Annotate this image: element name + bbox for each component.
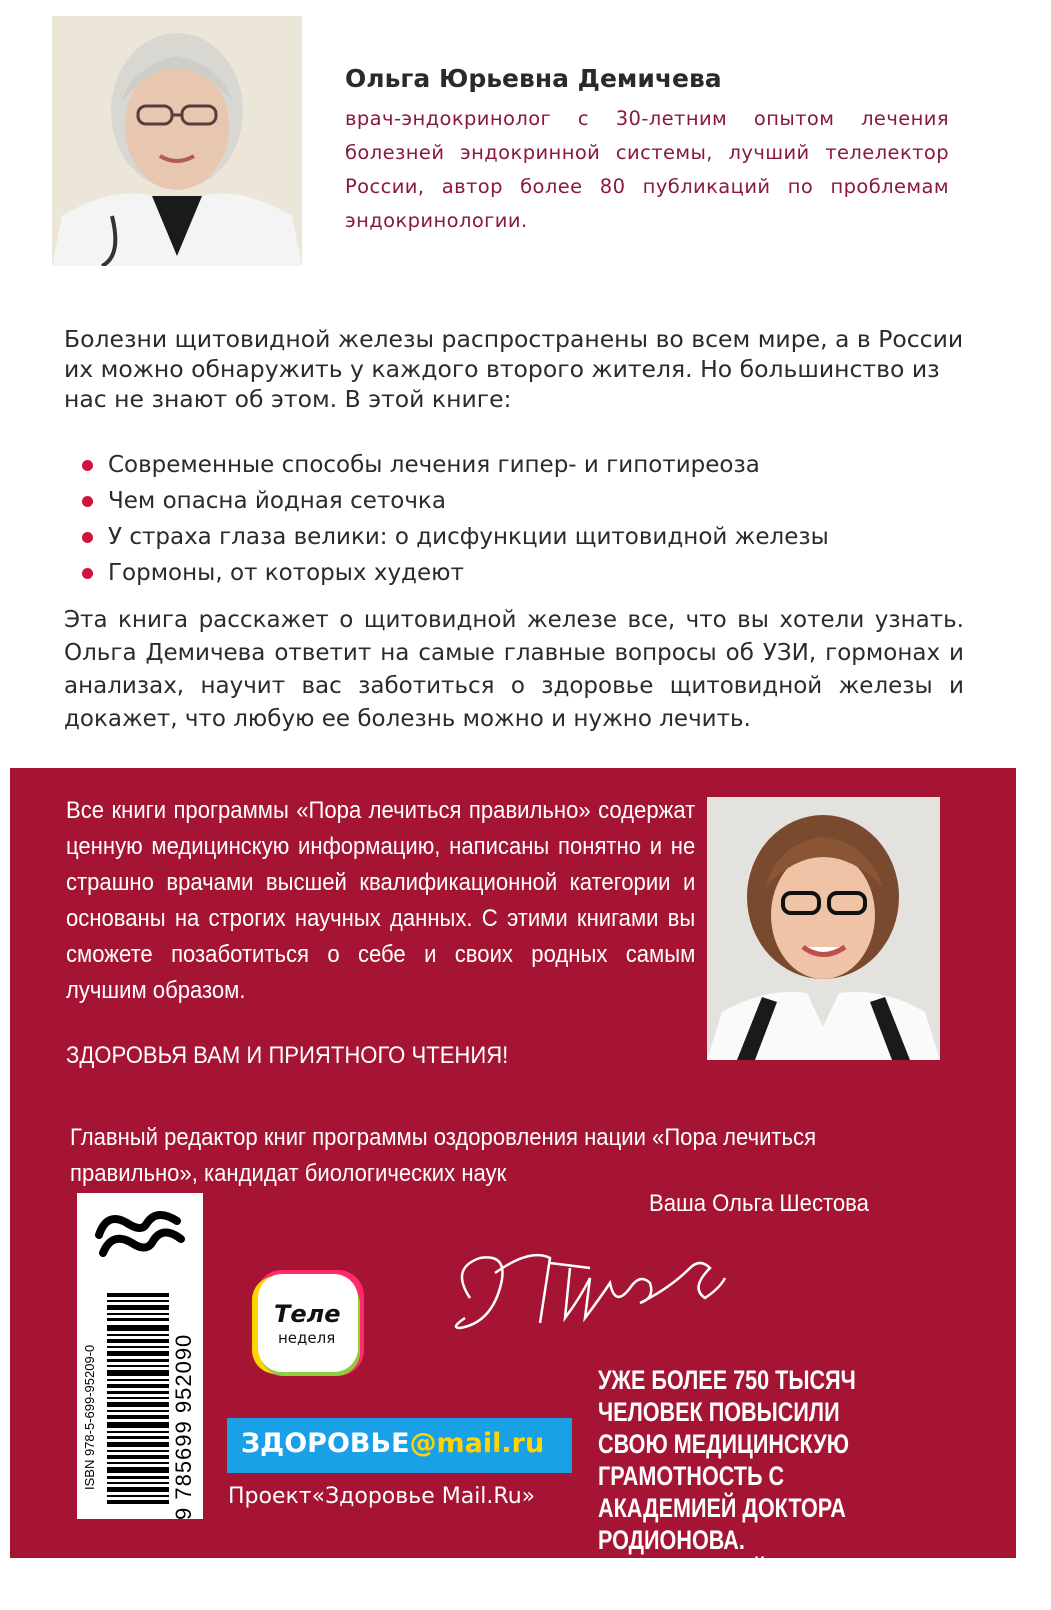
program-description: Все книги программы «Пора лечиться правильно» содержат ценную медицинскую информацию, написаны понятно и не страшно врачами высшей квалификационной категории и основаны на строгих научных данных. С этими книгами вы сможете позаботиться о себе и своих родных самым лучшим образом. — [66, 797, 696, 1004]
editor-photo — [707, 797, 940, 1060]
panel-wish: ЗДОРОВЬЯ ВАМ И ПРИЯТНОГО ЧТЕНИЯ! — [66, 1042, 509, 1069]
feature-text: У страха глаза велики: о дисфункции щитовидной железы — [108, 524, 829, 550]
list-item — [78, 447, 829, 483]
editor-signoff: Ваша Ольга Шестова — [649, 1190, 869, 1217]
list-item — [78, 555, 829, 591]
editor-role: Главный редактор книг программы оздоровления нации «Пора лечиться правильно», кандидат биологических наук — [70, 1124, 817, 1187]
feature-text: Гормоны, от которых худеют — [108, 560, 464, 586]
bullet-icon — [82, 496, 93, 507]
list-item — [78, 519, 829, 555]
mail-logo-domain: @mail — [409, 1428, 502, 1459]
author-name: Ольга Юрьевна Демичева — [345, 64, 722, 93]
summary-paragraph: Эта книга расскажет о щитовидной железе все, что вы хотели узнать. Ольга Демичева ответит на самые главные вопросы об УЗИ, гормонах и анализах, научит вас заботиться о здоровье щитовидной железы и докажет, что любую ее болезнь можно и нужно лечить. — [64, 607, 964, 732]
isbn-text: ISBN 978-5-699-95209-0 — [82, 1344, 97, 1490]
tele-logo-line2: неделя — [278, 1329, 336, 1347]
author-bio: врач-эндокринолог с 30-летним опытом лечения болезней эндокринной системы, лучший телелектор России, автор более 80 публикаций по проблемам эндокринологии. — [345, 107, 949, 232]
mail-logo-prefix: ЗДОРОВЬЕ — [241, 1428, 410, 1459]
zdorovie-mail-logo — [241, 1428, 544, 1459]
list-item — [78, 483, 829, 519]
author-photo — [52, 16, 302, 266]
signature-image — [440, 1228, 740, 1348]
project-caption: Проект«Здоровье Mail.Ru» — [228, 1484, 536, 1509]
intro-paragraph: Болезни щитовидной железы распространены во всем мире, а в России их можно обнаружить у каждого второго жителя. Но большинство из нас не знают об этом. В этой книге: — [64, 325, 964, 413]
bullet-icon — [82, 568, 93, 579]
feature-text: Современные способы лечения гипер- и гипотиреоза — [108, 452, 760, 478]
tele-logo-line1: Теле — [274, 1300, 341, 1328]
promo-text: УЖЕ БОЛЕЕ 750 ТЫСЯЧ ЧЕЛОВЕК ПОВЫСИЛИ СВОЮ МЕДИЦИНСКУЮ ГРАМОТНОСТЬ С АКАДЕМИЕЙ ДОКТОРА РОДИОНОВА. ПРИСОЕДИНЯЙТЕСЬ! — [598, 1365, 856, 1587]
feature-text: Чем опасна йодная сеточка — [108, 488, 446, 514]
bullet-icon — [82, 460, 93, 471]
bullet-icon — [82, 532, 93, 543]
mail-logo-tld: .ru — [501, 1428, 545, 1459]
feature-list — [78, 447, 829, 591]
barcode-digits: 9 785699 952090 — [171, 1333, 196, 1520]
